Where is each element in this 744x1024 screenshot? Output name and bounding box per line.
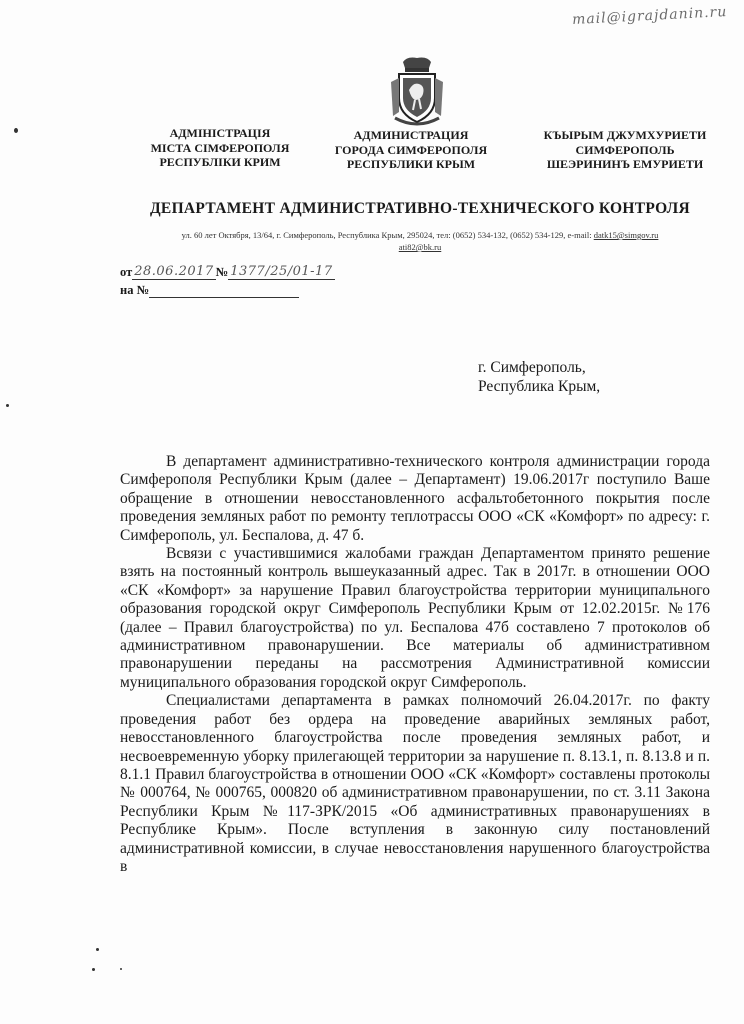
- scan-speck: [14, 128, 18, 133]
- contacts-address: ул. 60 лет Октября, 13/64, г. Симферополь, Республика Крым, 295024, тел: (0652) 534-132, (0652) 534-129, e-mail:: [181, 230, 594, 240]
- recipient-address: [478, 358, 600, 396]
- header-crimean-tatar: КЪЫРЫМ ДЖУМХУРИЕТИ СИМФЕРОПОЛЬ ШЕЭРИНИНЪ ЕМУРИЕТИ: [543, 128, 707, 171]
- handwritten-number: 1377/25/01-17: [230, 264, 333, 279]
- reply-label: на №: [120, 283, 150, 297]
- letterhead-columns: [120, 126, 720, 178]
- handwritten-email-note: mail@igrajdanin.ru: [571, 3, 728, 29]
- paragraph-1: В департамент административно-технического контроля администрации города Симферополя Республики Крым (далее – Департамент) 19.06.2017г поступило Ваше обращение в отношении невосстановленного асфальтобетонного покрытия после проведения земляных работ по ремонту теплотрассы ООО «СК «Комфорт» по адресу: г. Симферополь, ул. Беспалова, д. 47 б.: [120, 453, 710, 544]
- from-label: от: [120, 265, 133, 279]
- department-title: ДЕПАРТАМЕНТ АДМИНИСТРАТИВНО-ТЕХНИЧЕСКОГО КОНТРОЛЯ: [149, 200, 691, 217]
- scan-speck: [92, 968, 95, 971]
- contacts-line: [130, 229, 710, 253]
- header-ukrainian: АДМІНІСТРАЦІЯ МІСТА СІМФЕРОПОЛЯ РЕСПУБЛІКИ КРИМ: [150, 126, 290, 169]
- contacts-email: datk15@simgov.ru: [593, 230, 659, 240]
- crimea-coat-of-arms-icon: [385, 56, 449, 128]
- address-republic: Республика Крым,: [478, 378, 601, 395]
- paragraph-2: Всвязи с участившимися жалобами граждан Департаментом принято решение взять на постоянный контроль вышеуказанный адрес. Так в 2017г. в отношении ООО «СК «Комфорт» за нарушение Правил благоустройства территории муниципального образования городской округ Симферополь Республики Крым от 12.02.2015г. №176 (далее – Правил благоустройства) по ул. Беспалова 47б составлено 7 протоколов об административном правонарушении. Все материалы об административном правонарушении переданы на рассмотрения Административной комиссии муниципального образования городской округ Симферополь.: [120, 545, 710, 691]
- header-russian: АДМИНИСТРАЦИЯ ГОРОДА СИМФЕРОПОЛЯ РЕСПУБЛИКИ КРЫМ: [334, 128, 488, 171]
- contacts-email-secondary: ati82@bk.ru: [398, 242, 442, 252]
- reply-number-blank: [149, 284, 299, 298]
- number-sign: №: [215, 265, 229, 279]
- letter-body: [120, 453, 710, 876]
- scan-speck: [120, 968, 122, 970]
- address-city: г. Симферополь,: [478, 359, 586, 376]
- scan-speck: [96, 948, 99, 951]
- handwritten-date: 28.06.2017: [134, 264, 214, 279]
- reference-block: [120, 262, 335, 298]
- paragraph-3: Специалистами департамента в рамках полномочий 26.04.2017г. по факту проведения работ без ордера на проведение аварийных земляных работ, невосстановленного благоустройства после проведения земляных работ, и несвоевременную уборку прилегающей территории за нарушение п. 8.13.1, п. 8.13.8 и п. 8.1.1 Правил благоустройства в отношении ООО «СК «Комфорт» составлены протоколы № 000764, № 000765, 000820 об административном правонарушении, по ст. 3.11 Закона Республики Крым №117-ЗРК/2015 «Об административных правонарушениях в Республике Крым». После вступления в законную силу постановлений административной комиссии, в случае невосстановления нарушенного благоустройства в: [120, 692, 710, 875]
- scan-speck: [6, 404, 9, 407]
